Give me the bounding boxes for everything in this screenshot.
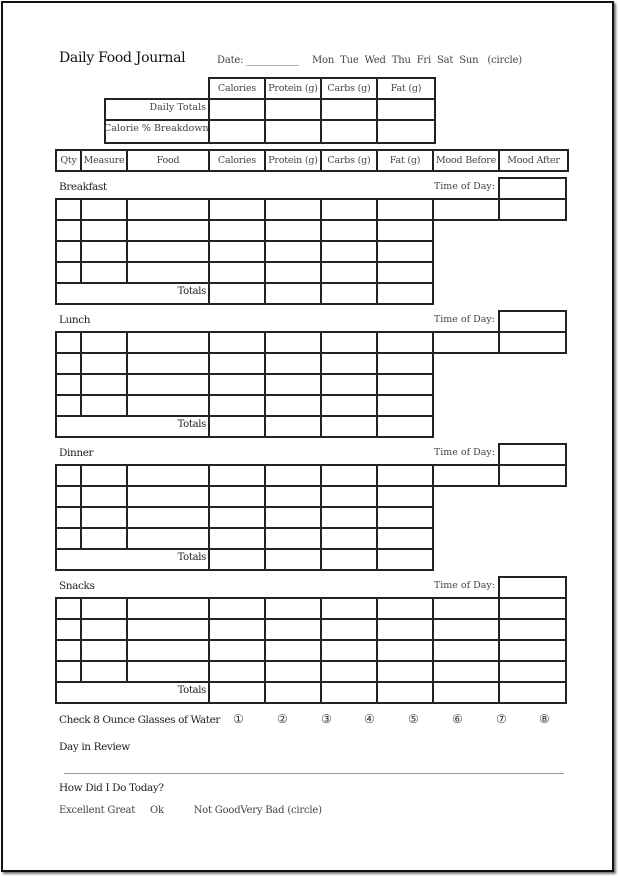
food-entry-cell[interactable] [320,261,378,284]
food-entry-cell[interactable] [126,261,210,284]
mood-before-input[interactable] [432,464,500,487]
food-entry-cell[interactable] [55,219,82,242]
meal-title: Snacks [59,580,95,592]
weekday-option[interactable]: Fri [416,55,432,66]
water-glass-checkbox[interactable]: ⑧ [539,712,550,726]
food-entry-cell[interactable] [320,527,378,550]
food-entry-cell[interactable] [208,660,266,683]
food-entry-cell[interactable] [208,394,266,417]
weekday-list[interactable] [312,55,528,66]
food-entry-cell[interactable] [376,394,434,417]
food-entry-cell[interactable] [320,394,378,417]
food-entry-cell[interactable] [376,219,434,242]
food-entry-cell[interactable] [264,394,322,417]
food-entry-cell[interactable] [264,464,322,487]
mood-before-input[interactable] [432,198,500,221]
totals-cell[interactable] [376,681,434,704]
food-entry-cell[interactable] [264,485,322,508]
column-header-label: Mood After [507,155,560,166]
food-entry-cell[interactable] [208,373,266,396]
food-entry-cell[interactable] [126,394,210,417]
review-divider [64,773,564,774]
summary-column-label: Protein (g) [268,83,318,94]
food-entry-cell[interactable] [208,198,266,221]
food-entry-cell[interactable] [320,639,378,662]
food-entry-cell[interactable] [126,485,210,508]
weekday-option: (circle) [487,55,522,66]
food-entry-cell[interactable] [320,597,378,620]
summary-cell[interactable] [376,98,436,121]
time-of-day-label: Time of Day: [433,580,495,591]
food-entry-cell[interactable] [376,261,434,284]
mood-before-input[interactable] [432,597,500,620]
mood-after-input[interactable] [498,198,567,221]
summary-cell[interactable] [208,98,266,121]
weekday-option[interactable]: Sun [459,55,479,66]
summary-cell[interactable] [376,119,436,144]
food-entry-cell[interactable] [208,219,266,242]
summary-row-label: Calorie % Breakdown [104,123,209,134]
column-header-label: Fat (g) [389,155,421,166]
totals-label: Totals [177,286,206,297]
food-entry-cell[interactable] [320,618,378,641]
totals-cell[interactable] [376,415,434,438]
totals-label: Totals [177,685,206,696]
totals-cell[interactable] [320,681,378,704]
totals-cell[interactable] [208,548,266,571]
summary-cell[interactable] [320,98,378,121]
totals-cell[interactable] [264,282,322,305]
time-of-day-label: Time of Day: [433,447,495,458]
food-entry-cell[interactable] [126,527,210,550]
food-entry-cell[interactable] [55,485,82,508]
food-entry-cell[interactable] [126,464,210,487]
totals-cell[interactable] [320,415,378,438]
column-header-label: Food [156,155,180,166]
food-entry-cell[interactable] [55,394,82,417]
food-entry-cell[interactable] [208,240,266,263]
food-entry-cell[interactable] [126,198,210,221]
food-entry-cell[interactable] [80,597,128,620]
weekday-option[interactable]: Thu [391,55,411,66]
weekday-option[interactable]: Sat [437,55,454,66]
food-entry-cell[interactable] [126,240,210,263]
meal-title: Lunch [59,314,91,326]
food-entry-cell[interactable] [320,464,378,487]
totals-cell[interactable] [264,415,322,438]
food-entry-cell[interactable] [264,373,322,396]
food-entry-cell[interactable] [55,527,82,550]
food-entry-cell[interactable] [55,660,82,683]
food-entry-cell[interactable] [264,198,322,221]
totals-cell[interactable] [320,282,378,305]
summary-cell[interactable] [264,98,322,121]
summary-cell[interactable] [208,119,266,144]
food-entry-cell[interactable] [320,660,378,683]
mood-after-input[interactable] [498,597,567,620]
column-header-label: Measure [83,155,125,166]
food-entry-cell[interactable] [376,527,434,550]
time-of-day-input[interactable] [498,576,567,599]
rating-options[interactable]: Excellent Great Ok Not GoodVery Bad (circle) [59,805,322,816]
column-header-label: Qty [60,155,77,166]
food-entry-cell[interactable] [126,331,210,354]
totals-cell[interactable] [208,681,266,704]
water-glass-checkbox[interactable]: ② [277,712,288,726]
food-entry-cell[interactable] [376,373,434,396]
food-entry-cell[interactable] [208,527,266,550]
water-glass-checkbox[interactable]: ⑤ [408,712,419,726]
summary-row-label: Daily Totals [149,102,206,113]
totals-cell[interactable] [208,282,266,305]
food-entry-cell[interactable] [376,485,434,508]
mood-after-input[interactable] [498,681,567,704]
food-entry-cell[interactable] [55,506,82,529]
food-entry-cell[interactable] [80,506,128,529]
column-header-label: Calories [217,155,257,166]
totals-label: Totals [177,419,206,430]
food-entry-cell[interactable] [208,261,266,284]
totals-cell[interactable] [320,548,378,571]
food-entry-cell[interactable] [264,261,322,284]
food-entry-cell[interactable] [264,527,322,550]
time-of-day-input[interactable] [498,177,567,200]
food-entry-cell[interactable] [55,331,82,354]
food-entry-cell[interactable] [55,618,82,641]
totals-cell[interactable] [208,415,266,438]
mood-before-input[interactable] [432,639,500,662]
column-header-label: Protein (g) [268,155,318,166]
mood-after-input[interactable] [498,639,567,662]
water-glass-checkbox[interactable]: ① [233,712,244,726]
food-entry-cell[interactable] [80,527,128,550]
food-entry-cell[interactable] [80,464,128,487]
water-glass-checkbox[interactable]: ⑥ [452,712,463,726]
food-entry-cell[interactable] [376,240,434,263]
weekday-option[interactable]: Tue [340,55,359,66]
food-entry-cell[interactable] [376,331,434,354]
food-entry-cell[interactable] [320,198,378,221]
totals-label: Totals [177,552,206,563]
food-entry-cell[interactable] [376,639,434,662]
summary-cell[interactable] [264,119,322,144]
food-entry-cell[interactable] [264,506,322,529]
food-entry-cell[interactable] [80,660,128,683]
food-entry-cell[interactable] [264,597,322,620]
summary-cell[interactable] [320,119,378,144]
page-title: Daily Food Journal [59,50,186,66]
food-entry-cell[interactable] [320,240,378,263]
mood-after-input[interactable] [498,660,567,683]
food-entry-cell[interactable] [376,618,434,641]
food-entry-cell[interactable] [208,485,266,508]
summary-column-label: Fat (g) [390,83,422,94]
food-entry-cell[interactable] [80,240,128,263]
food-entry-cell[interactable] [208,506,266,529]
time-of-day-input[interactable] [498,443,567,466]
how-did-i-do-question: How Did I Do Today? [59,782,164,794]
food-entry-cell[interactable] [264,618,322,641]
mood-before-input[interactable] [432,660,500,683]
food-entry-cell[interactable] [320,485,378,508]
food-entry-cell[interactable] [80,618,128,641]
food-entry-cell[interactable] [264,219,322,242]
food-entry-cell[interactable] [80,639,128,662]
mood-after-input[interactable] [498,618,567,641]
mood-before-input[interactable] [432,331,500,354]
food-entry-cell[interactable] [264,352,322,375]
water-glass-checkbox[interactable]: ④ [364,712,375,726]
food-entry-cell[interactable] [208,639,266,662]
weekday-option[interactable]: Wed [364,55,386,66]
food-entry-cell[interactable] [80,485,128,508]
mood-before-input[interactable] [432,681,500,704]
food-entry-cell[interactable] [80,352,128,375]
meal-title: Dinner [59,447,94,459]
time-of-day-input[interactable] [498,310,567,333]
mood-after-input[interactable] [498,331,567,354]
food-entry-cell[interactable] [320,506,378,529]
food-entry-cell[interactable] [320,219,378,242]
food-entry-cell[interactable] [264,639,322,662]
food-entry-cell[interactable] [80,261,128,284]
food-entry-cell[interactable] [376,464,434,487]
food-entry-cell[interactable] [55,261,82,284]
totals-cell[interactable] [264,548,322,571]
day-in-review-title: Day in Review [59,741,130,753]
food-entry-cell[interactable] [320,352,378,375]
food-entry-cell[interactable] [55,464,82,487]
column-header-label: Mood Before [435,155,497,166]
mood-before-input[interactable] [432,618,500,641]
food-entry-cell[interactable] [376,660,434,683]
food-entry-cell[interactable] [376,352,434,375]
food-entry-cell[interactable] [320,373,378,396]
food-entry-cell[interactable] [208,331,266,354]
food-entry-cell[interactable] [264,240,322,263]
food-entry-cell[interactable] [264,660,322,683]
food-entry-cell[interactable] [126,639,210,662]
food-entry-cell[interactable] [376,506,434,529]
food-entry-cell[interactable] [376,198,434,221]
food-entry-cell[interactable] [208,618,266,641]
food-entry-cell[interactable] [208,464,266,487]
food-entry-cell[interactable] [80,373,128,396]
meal-title: Breakfast [59,181,107,193]
food-entry-cell[interactable] [126,219,210,242]
food-entry-cell[interactable] [208,352,266,375]
time-of-day-label: Time of Day: [433,314,495,325]
food-entry-cell[interactable] [208,597,266,620]
column-header-label: Carbs (g) [327,155,371,166]
food-entry-cell[interactable] [55,597,82,620]
summary-column-label: Carbs (g) [327,83,371,94]
summary-column-label: Calories [217,83,257,94]
food-entry-cell[interactable] [126,373,210,396]
food-entry-cell[interactable] [320,331,378,354]
totals-cell[interactable] [376,548,434,571]
food-entry-cell[interactable] [376,597,434,620]
food-entry-cell[interactable] [264,331,322,354]
food-entry-cell[interactable] [80,198,128,221]
food-entry-cell[interactable] [55,639,82,662]
totals-cell[interactable] [376,282,434,305]
food-entry-cell[interactable] [126,597,210,620]
food-entry-cell[interactable] [55,240,82,263]
time-of-day-label: Time of Day: [433,181,495,192]
food-entry-cell[interactable] [80,394,128,417]
food-entry-cell[interactable] [80,331,128,354]
food-entry-cell[interactable] [55,373,82,396]
food-entry-cell[interactable] [126,618,210,641]
food-entry-cell[interactable] [55,352,82,375]
water-glass-checkbox[interactable]: ③ [321,712,332,726]
food-entry-cell[interactable] [55,198,82,221]
food-entry-cell[interactable] [126,506,210,529]
food-entry-cell[interactable] [126,660,210,683]
food-entry-cell[interactable] [126,352,210,375]
totals-cell[interactable] [264,681,322,704]
food-entry-cell[interactable] [80,219,128,242]
mood-after-input[interactable] [498,464,567,487]
weekday-option[interactable]: Mon [312,55,335,66]
date-field[interactable]: Date: ___________ [217,55,300,66]
water-label: Check 8 Ounce Glasses of Water [59,714,221,726]
water-glass-checkbox[interactable]: ⑦ [496,712,507,726]
